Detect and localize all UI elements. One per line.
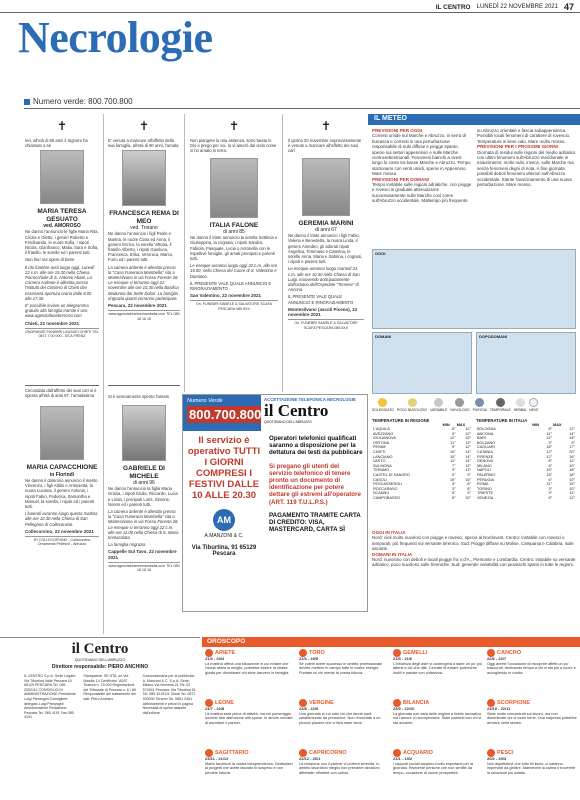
- sign-dates: 21/5 - 21/6: [393, 656, 413, 661]
- masthead-logo: il Centro: [71, 641, 129, 657]
- temp-min: 10°: [449, 454, 456, 459]
- temp-min: 5°: [452, 491, 456, 496]
- obit-funeral: Le esequie avranno luogo martedì 23 c.m. alle ore 10.30 nella Chiesa di San Luigi, muovendo anticipatamente dall'ostiario dell'Ospedale "Tornese" di Ancona.: [288, 266, 360, 293]
- sign-dates: 23/10 - 22/11: [487, 706, 511, 711]
- sign-dates: 21/4 - 20/5: [299, 656, 319, 661]
- manzoni-logo-icon: AM: [213, 509, 235, 531]
- city-name: BOLZANO: [477, 440, 496, 445]
- map-domani-label: DOMANI: [375, 334, 392, 339]
- temp-region-table: MIN MAX L'AQUILA 8° 12° AVEZZANO 5° 12° GIULIANOVA 12° 15° ORTONA 11° 13° PENNE 9° 12° CHIETI 10° 14° LANCIANO 10° 14° VASTO 11° 14° SULMONA 7° 12° TERAMO 9° 13° CASTEL DI SANGRO 5° 9° CASOLI 10° 15° PESCASSEROLI 4° 8° ROCCARASO 3° 6° SCANNO 5° 9° CAMPOBASSO 8° 10°: [373, 423, 471, 500]
- map-oggi-label: OGGI: [375, 251, 386, 256]
- temp-min: 3°: [452, 486, 456, 491]
- sun-icon: [378, 398, 387, 407]
- temp-max: 15°: [465, 477, 471, 482]
- sign-name: SCORPIONE: [497, 699, 531, 706]
- temp-min: 8°: [548, 495, 553, 500]
- meteo-prossimi-text: Giornata di residui sulle regioni del medio adriatico con ultimi fenomeni sull'Abruzzo meridionale in esaurimento; molto nubi, invece, sulle Marche ma senza fenomeni degni di nota. A fine giornata possibili deboli fenomeni ulteriori sull'Abruzzo occidentale. Stante l'avvicinamento di una nuova perturbazione. Mare mosso.: [477, 149, 576, 188]
- map-dopodomani-label: DOPODOMANI: [479, 334, 507, 339]
- sign-dates: 23/8 - 22/9: [299, 706, 319, 711]
- horoscope-sign: [487, 649, 577, 698]
- numero-verde-line: [24, 97, 133, 106]
- temp-max: 12°: [569, 427, 575, 431]
- obit-extra: IL PRESENTE VALE QUALE ANNUNCIO E RINGRAZIAMENTO: [288, 294, 354, 305]
- obit-place: Chieti, 22 novembre 2021: [25, 320, 80, 326]
- sign-name: GEMELLI: [403, 649, 428, 656]
- city-name: CHIETI: [373, 449, 386, 454]
- weather-legend: [372, 398, 576, 412]
- ad-logo-block: [261, 395, 367, 431]
- temp-min: 9°: [452, 468, 456, 473]
- obit-photo: [302, 158, 350, 216]
- obit-subtitle: di anni 67: [315, 227, 337, 234]
- temp-min: 11°: [450, 440, 456, 445]
- ad-accept-text: ACCETTAZIONE TELEFONICA NECROLOGIE: [264, 397, 356, 402]
- temp-max: 14°: [465, 449, 471, 454]
- temp-max: 12°: [465, 445, 471, 450]
- italia-domani-text: Nord: nuvoloso con deboli e locali piogge fra V.d'A., Piemonte e Lombardia. Centro: instabile su versante adriatico, poco nuvoloso sulle tirreniche. Sud: generale variabilità con piovaschi sparsi in tutte le regioni.: [372, 557, 576, 568]
- temp-max: 6°: [467, 486, 471, 491]
- ad-logo: il Centro: [264, 401, 329, 420]
- city-name: FIRENZE: [477, 454, 494, 459]
- sign-text: Marte favorisce la vostra intraprendenza. Dedicatevi ai progetti che avete lasciato in sospeso e non perdete fiducia.: [205, 761, 293, 775]
- temp-min: 8°: [548, 427, 553, 431]
- temp-max: 9°: [571, 440, 575, 445]
- obit-body: Ne danno il triste annuncio la sorella Settimia e Giuseppina, la cognata, i nipoti Sandra, Fabiola, Pasquale, Lucia o Antonella con le rispettive famiglie, gli amati pronipoti e parenti tutti.: [190, 235, 278, 261]
- obit-note: Non fiori ma opere di bene: [25, 257, 75, 263]
- temp-min: 8°: [452, 427, 456, 431]
- column-divider: [282, 114, 283, 392]
- temp-min: 11°: [450, 459, 456, 464]
- ad-nv-block: [183, 395, 261, 431]
- temp-region-block: [372, 418, 472, 501]
- temp-max: 12°: [465, 431, 471, 436]
- obit-funeral: Il rito funebre avrà luogo oggi, Lunedì 22 c.m. alle ore 15.30 nella Chiesa Parrocchiale di S. Antonio Abate. La Camera Ardente è allestita presso l'Istituto del Cimitero di Chieti che osserverà apertura oraria dalle 8.00 alle 17.30.: [25, 264, 95, 301]
- temp-min: 5°: [452, 431, 456, 436]
- sign-text: La mattina offrirà una situazione in cui evitare che l'ansia abbia la meglio, potrebbe essere la strada giusta per dimostrare chi siete davvero in famiglia.: [205, 661, 290, 675]
- horoscope-grid: [202, 647, 580, 800]
- temp-max: 13°: [465, 468, 471, 473]
- city-name: CAGLIARI: [477, 445, 495, 450]
- meteo-oggi-text: Correnti umide sul Marche e Abruzzo, in serra di burrasca e correnti in una perturbazione responsabile di nubi diffuse e piogge sparse, specie sui settori appenninici e sulle Marche centrosettentrionali. Fenomeni bianchi a ovest lungo le coste tra basse Marche e Abruzzo. Tempo stazionario con venti umidi, specie in Appennino. Mare mosso.: [372, 133, 471, 177]
- horoscope-section: [202, 637, 580, 798]
- obit-body: Ne danno l'annuncio le figlie Maria Rita, Cinzia e Oletto, i generi Roberto e Ferdinando, le nuore Sofia, i nipoti Nicola, Gianfranco, Maila, Sara e Sofia, il fratello, le sorelle ed i parenti tutti.: [25, 229, 99, 256]
- divider: [25, 385, 99, 386]
- page-title: Necrologie: [18, 13, 213, 62]
- obit-funeral: La camera ardente è allestita presso la "Casa Funeraria Mambella" sita a Montesilvano in via Fosso Foreste 28. Le esequie si terranno oggi 22 c.m. alle ore 11.00 nella Chiesa di S. Maria Immacolata.: [108, 509, 179, 541]
- obit-photo: [40, 150, 84, 204]
- meteo-oggi-head: PREVISIONI PER OGGI: [372, 128, 423, 133]
- city-name: PERUGIA: [477, 477, 495, 482]
- map-oggi: [372, 249, 576, 329]
- temp-max: 12°: [465, 463, 471, 468]
- sign-text: I rapporti sociali saranno molto importanti per la giornata. Rivedrete persone che non sentite da tempo, occasione di nuove prospettive.: [393, 761, 473, 775]
- city-name: GENOVA: [477, 459, 493, 464]
- temp-italy-block: [476, 418, 576, 501]
- sign-dates: 21/3 - 20/4: [205, 656, 225, 661]
- ad-payment: PAGAMENTO TRAMITE CARTA DI CREDITO: VISA, MASTERCARD, CARTA SÌ: [269, 511, 361, 534]
- temp-max: 10°: [569, 486, 575, 491]
- obit-name: MARIA TERESA GESUATO: [37, 208, 87, 223]
- obit-lead: Il giorno 20 novembre improvvisamente è venuto a mancare all'affetto dei suoi cari: [288, 138, 362, 154]
- meteo-col-1: [372, 128, 472, 204]
- masthead-col-3: Concessionaria per la pubblicità: A. Manzoni & C. S.p.A. Sede: Milano Via Nervesa 21 Tel. 02 574941 Pescara: Via Tiburtina 91 Tel. 085 4215111 Chieti Tel. 0871 330000 Teramo Tel. 0861 2461 Abbonamenti e prezzi in pagina Necessità di spese assunte dall'editore: [142, 674, 196, 715]
- temp-max: 17°: [569, 445, 575, 450]
- temp-max: 10°: [569, 477, 575, 482]
- horoscope-title-bar: [202, 637, 580, 647]
- obit-place: San Valentino, 22 novembre 2021: [190, 293, 262, 299]
- temp-min: 11°: [546, 482, 553, 487]
- horoscope-sign: [205, 699, 295, 748]
- sign-text: Una giornata in cui tutto ciò che farete sarà caratterizzato da precisione. Non rinunciate a un piccolo piacere che vi farà stare bene.: [299, 711, 381, 725]
- obit-subtitle: ved. Troiano: [130, 225, 158, 232]
- temp-min: 10°: [449, 477, 456, 482]
- city-name: TRIESTE: [477, 491, 494, 496]
- telephone-ad: [182, 394, 368, 612]
- obit-extra: E' possibile inviare un telegramma gratuito alla famiglia tramite il sito: www.agenziafunebrerossi.com: [25, 303, 89, 319]
- masthead-director: Direttore responsabile: PIERO ANCHINO: [51, 664, 149, 670]
- sign-text: Se volete avere successo in ambito professionale dovete mettere in campo tutte le vostre energie. Puntate su chi merita la vostra fiducia.: [299, 661, 383, 675]
- obit-place: Pescara, 22 novembre 2021: [108, 303, 167, 309]
- legend-cloudy: NUVOLOSO: [450, 398, 469, 412]
- city-name: BARI: [477, 436, 486, 441]
- legend-snow: NEVE: [529, 398, 538, 412]
- obit-subtitle: ved. AMOROSO: [43, 223, 81, 230]
- italia-oggi-head: OGGI IN ITALIA: [372, 530, 406, 535]
- temp-min: 7°: [452, 463, 456, 468]
- temp-min: 9°: [548, 491, 553, 496]
- temp-min: 12°: [546, 436, 553, 441]
- obit-body: Ne danno l'annuncio i figli Paolo e Marina, le nuore Clara ed Anna, il genero Enrico, la sorella Vittoria, il fratello Alberto, i nipoti Gianluca, Francesca, Erika, Veronica, Marco, Furio ed i parenti tutti.: [108, 231, 174, 263]
- snow-icon: [529, 398, 538, 407]
- city-name: L'AQUILA: [373, 427, 390, 431]
- masthead-logo-sub: QUOTIDIANO DELL'ABRUZZO: [74, 658, 126, 662]
- horoscope-sign: [393, 699, 483, 748]
- temp-min: 11°: [546, 431, 553, 436]
- sign-dates: 20/2 - 20/3: [487, 756, 507, 761]
- city-name: PESCASSEROLI: [373, 482, 403, 487]
- obit-lead: E' venuta a mancare all'affetto della sua famiglia, all'età di 90 anni, l'amata: [108, 138, 179, 149]
- horoscope-sign: [487, 699, 577, 748]
- obit-funeral-home: www.agenziafunebremambella.com TEL 085 18 18 18: [108, 563, 180, 573]
- obit-name: MARIA CAPACCHIONE: [26, 464, 98, 472]
- temp-max: 18°: [569, 472, 575, 477]
- obit-photo: [40, 406, 84, 460]
- ad-right: [265, 431, 367, 611]
- city-name: CASOLI: [373, 477, 387, 482]
- horoscope-sign: [205, 749, 295, 798]
- temp-min: 12°: [546, 449, 553, 454]
- city-name: PALERMO: [477, 472, 496, 477]
- obit-extra: IL PRESENTE VALE QUALE ANNUNCIO E RINGRAZIAMENTO: [190, 280, 272, 291]
- city-name: TERAMO: [373, 468, 390, 473]
- temp-min: 8°: [548, 459, 553, 464]
- storm-icon: [496, 398, 505, 407]
- obit-funeral: La camera ardente è allestita presso la "Casa Funeraria Mambella" sita a Montesilvano in via Fosso Foreste 28. Le esequie si terranno oggi 22 novembre alle ore 10.30 nella Basilica Madonna dei Sette Dolori. La famiglia ringrazia quanti vorranno partecipare.: [108, 264, 179, 301]
- city-name: ROCCARASO: [373, 486, 398, 491]
- obit-lead: Ieri, all'età di 85 anni il Signore ha chiamato a sé: [25, 138, 88, 149]
- temp-max: 14°: [465, 459, 471, 464]
- cross-icon: ✝: [320, 119, 332, 133]
- sign-name: TORO: [309, 649, 325, 656]
- cross-icon: ✝: [138, 119, 150, 133]
- ad-logo-sub: QUOTIDIANO DELL'ABRUZZO: [264, 420, 312, 424]
- city-name: VENEZIA: [477, 495, 494, 500]
- temp-min: 16°: [546, 445, 553, 450]
- obit-lead: Circondata dall'affetto dei suoi cari si è spenta all'età di anni 87, l'amatissima: [25, 388, 97, 399]
- city-name: ORTONA: [373, 440, 390, 445]
- temp-max: 15°: [465, 436, 471, 441]
- sign-dates: 23/9 - 22/10: [393, 706, 415, 711]
- obituary-4: [108, 394, 180, 634]
- temp-min: 6°: [548, 463, 553, 468]
- obit-name: GEREMIA MARINI: [298, 219, 354, 227]
- divider: [108, 385, 180, 386]
- column-divider: [103, 114, 104, 634]
- city-name: SULMONA: [373, 463, 392, 468]
- temp-max: 9°: [467, 491, 471, 496]
- sign-text: Non aspettatevi che tutto fili liscio: ci saranno imprevisti da gestire. Mantenete la calma e troverete la soluzione più adatta.: [487, 761, 576, 775]
- sign-name: PESCI: [497, 749, 514, 756]
- obit-funeral-home: On. FUNEBRI SAMELE & SALVATORE SCAFA PESCARA 085 8XX: [190, 300, 278, 311]
- legend-rain: PIOGGIA: [473, 398, 487, 412]
- temp-min: 10°: [449, 449, 456, 454]
- temp-min: 15°: [546, 468, 553, 473]
- variable-icon: [434, 398, 443, 407]
- map-domani: [372, 332, 472, 394]
- obit-name: GABRIELE DI MICHELE: [123, 465, 165, 480]
- temp-min: 5°: [452, 472, 456, 477]
- horoscope-sign: [299, 699, 389, 748]
- obituary-1: [25, 120, 99, 378]
- obit-photo: [122, 150, 166, 206]
- temp-max: 13°: [465, 440, 471, 445]
- obit-place: Cappelle Sul Tavo, 22 novembre 2021: [108, 549, 177, 560]
- obit-body: Ne danno il triste annuncio i figli Fabio, Valeria e Benedetta, la nuora Linda, il genero Amedeo, gli adorati nipoti Angelica, Tommaso e Caterina, le sorelle Anna, Maria e Sabrina, i cognati, i nipoti e parenti tutti.: [288, 233, 363, 265]
- sign-text: La giornata non sarà delle migliori a livello lavorativo, ma l'amore vi ricompenserà. Siate pazienti con chi vi sta accanto.: [393, 711, 483, 725]
- masthead-col-2: Stampatore: SE.STA. srl Via Masdis 14 Certificato "ADS" Tiratura n. 23.000 Registrazione del Tribunale di Pescara n. 6 / 86 Responsabile del trattamento dei dati: Piero Anchino: [83, 674, 136, 701]
- temp-max: 14°: [465, 454, 471, 459]
- rain-icon: [475, 398, 484, 407]
- temp-min: 6°: [548, 477, 553, 482]
- partly-cloudy-icon: [408, 398, 417, 407]
- temp-max: 18°: [569, 436, 575, 441]
- legend-fog: NEBBIA: [514, 398, 526, 412]
- sign-text: La mattina sarà piena di attività, ma nel pomeriggio dovrete fare attenzione alle spese. In amore cercate di ascoltare il partner.: [205, 711, 293, 725]
- obit-name: ITALIA FALONE: [209, 221, 259, 229]
- temp-max: 10°: [465, 495, 471, 500]
- fog-icon: [516, 398, 525, 407]
- sign-text: Oggi avrete l'occasione di riscoprire affetti un po' trascurati, dedicando tempo a chi vi sta più a cuore e accogliendo le novità.: [487, 661, 576, 675]
- temp-max: 14°: [569, 431, 575, 436]
- legend-partly-cloudy: POCO NUVOLOSO: [397, 398, 427, 412]
- horoscope-sign: [299, 649, 389, 698]
- temp-max: 10°: [569, 463, 575, 468]
- temp-max: 15°: [569, 482, 575, 487]
- city-name: GIULIANOVA: [373, 436, 396, 441]
- obit-subtitle: in Florindi: [49, 471, 75, 478]
- city-name: CASTEL DI SANGRO: [373, 472, 410, 477]
- sign-dates: 23/7 - 22/8: [205, 706, 225, 711]
- sign-name: CANCRO: [497, 649, 522, 656]
- sign-name: ARIETE: [215, 649, 236, 656]
- sign-dates: 22/12 - 20/1: [299, 756, 321, 761]
- obit-funeral-home: ONORANZE FUNEBRI LAUSDEI CHIETI TEL 0871 7 00 000 - SS A FRENZ: [25, 329, 99, 339]
- meteo-prossimi-head: PREVISIONI PER I PROSSIMI GIORNI: [477, 144, 558, 150]
- meteo-title: IL METEO: [374, 115, 407, 122]
- temp-min: 3°: [548, 440, 553, 445]
- obit-funeral-home: On. FUNEBRI SAMELE & SALVATORE SCAFA PESCARA 085 8XX: [288, 319, 364, 330]
- meteo-col-2: [477, 128, 577, 204]
- italia-domani-head: DOMANI IN ITALIA: [372, 551, 413, 557]
- ad-company: A.MANZONI & C.: [204, 533, 244, 539]
- temp-min: 9°: [452, 445, 456, 450]
- city-name: NAPOLI: [477, 468, 491, 473]
- temp-min: 4°: [452, 482, 456, 487]
- obit-lead: Non piangete la mia assenza, sono beata in Dio e prego per voi. Io vi amerò dal cielo come vi ho amato in terra.: [190, 138, 277, 154]
- city-name: PENNE: [373, 445, 387, 450]
- temp-max: 20°: [569, 449, 575, 454]
- sign-name: LEONE: [215, 699, 234, 706]
- sign-text: La relazione con il partner vi porterà serenità. In ambito lavorativo meglio non prendere decisioni affrettate: riflettete con calma.: [299, 761, 380, 775]
- obit-lead: Si è serenamente spento l'amato: [108, 394, 170, 399]
- city-name: SCANNO: [373, 491, 390, 496]
- temp-row: [476, 496, 576, 501]
- temp-min: 8°: [452, 495, 456, 500]
- sign-name: VERGINE: [309, 699, 334, 706]
- obit-name: FRANCESCA REMA DI MEO: [109, 210, 179, 225]
- obit-funeral: Le esequie avranno luogo oggi 22 c.m. alle ore 15.00, nella Chiesa del Cuore di S. Valentino e Damiano.: [190, 263, 278, 279]
- ad-nv-number: 800.700.800: [189, 407, 262, 422]
- temp-max: 11°: [569, 491, 575, 496]
- obit-subtitle: di anni 85: [223, 229, 245, 236]
- obit-place: Collecorvino, 22 novembre 2021: [25, 528, 94, 534]
- column-divider: [184, 114, 185, 392]
- sign-name: ACQUARIO: [403, 749, 433, 756]
- horoscope-sign: [299, 749, 389, 798]
- temp-italy-table: MIN MAX BOLOGNA 8° 12° ANCONA 11° 14° BARI 12° 18° BOLZANO 3° 9° CAGLIARI 16° 17° CATANIA 12° 20° FIRENZE 12° 16° GENOVA 8° 12° MILANO 6° 10° NAPOLI 15° 18° PALERMO 15° 18° PERUGIA 6° 10° ROMA 11° 15° TORINO 3° 10° TRIESTE 9° 11° VENEZIA 8° 12°: [477, 423, 575, 500]
- sign-dates: 23/11 - 21/12: [205, 756, 229, 761]
- obituary-5: [190, 120, 278, 390]
- temp-min: 12°: [546, 454, 553, 459]
- city-name: TORINO: [477, 486, 492, 491]
- sign-name: BILANCIA: [403, 699, 430, 706]
- city-name: ANCONA: [477, 431, 494, 436]
- italia-oggi-text: Nord: cieli molto nuvolosi con piogge e rovesci, specie al Nordovest. Centro: instabile con rovesci e temporali, più frequenti sul versante tirrenico. Sud: Piogge diffuse su Molise, Campania e Calabria, isole asciutte.: [372, 535, 574, 552]
- temp-max: 16°: [569, 454, 575, 459]
- temp-max: 12°: [569, 495, 575, 500]
- city-name: CATANIA: [477, 449, 493, 454]
- legend-variable: VARIABILE: [430, 398, 447, 412]
- ad-operators: Operatori telefonici qualificati saranno a disposizione per la dettatura dei testi da pubblicare: [269, 435, 363, 457]
- city-name: BOLOGNA: [477, 427, 496, 431]
- page-header-right: [436, 2, 574, 12]
- ad-service: Il servizio è operativo TUTTI I GIORNI COMPRESI I FESTIVI DALLE 10 ALLE 20.30: [187, 435, 261, 501]
- temp-max: 18°: [569, 468, 575, 473]
- horoscope-sign: [487, 749, 577, 798]
- temp-min: 3°: [548, 486, 553, 491]
- meteo-domani-head: PREVISIONI PER DOMANI: [372, 176, 429, 182]
- obit-place: Montesilvano (ascoli Piceno), 22 novembre 2021: [288, 306, 358, 317]
- horoscope-sign: [393, 749, 483, 798]
- temp-max: 12°: [569, 459, 575, 464]
- horoscope-sign: [393, 649, 483, 698]
- city-name: MILANO: [477, 463, 492, 468]
- ad-banner: [183, 395, 367, 431]
- obit-body: Ne danno l'annuncio la figlia Maria Grazia, i nipoti Giulia, Riccardo, Lucia e Linda, i pronipoti Loris, Simone, Noemi ed i parenti tutti.: [108, 486, 178, 507]
- temp-min: 12°: [449, 436, 456, 441]
- temp-max: 8°: [467, 482, 471, 487]
- temp-max: 9°: [467, 472, 471, 477]
- sign-dates: 21/1 - 19/2: [393, 756, 413, 761]
- temp-max: 12°: [465, 427, 471, 431]
- square-icon: [24, 99, 30, 105]
- city-name: VASTO: [373, 459, 386, 464]
- map-dopodomani: [476, 332, 576, 394]
- sign-name: CAPRICORNO: [309, 749, 347, 756]
- obit-photo: [122, 405, 166, 461]
- temp-region-title: TEMPERATURE IN REGIONE: [372, 418, 430, 423]
- meteo-title-bar: [368, 114, 580, 125]
- cross-icon: ✝: [56, 119, 68, 133]
- obit-extra: La famiglia ringrazia: [108, 542, 146, 548]
- temp-italy-title: TEMPERATURE IN ITALIA: [476, 418, 528, 423]
- numero-verde-text: Numero verde: 800.700.800: [33, 97, 133, 106]
- masthead-col-1: IL CENTRO S.p.A. Sede Legale: Via Tiburtina Valle Pescara 10 65129 PESCARA Tel. 085 2052111 CONSIGLIO DI AMMINISTRAZIONE Presidente Luigi Pierangeli Consigliere delegato Luigi Pierangeli Amministratore Redazione: Pescara Tel. 085 4191 Fax 085 4191: [24, 674, 77, 720]
- sign-name: SAGITTARIO: [215, 749, 249, 756]
- obit-subtitle: di anni 96: [133, 480, 155, 487]
- obit-funeral: I funerali avranno luogo questa mattina alle ore 10.30 nella Chiesa di San Pellegrino di Collecorvino.: [25, 511, 98, 527]
- horoscope-title: OROSCOPO: [207, 638, 246, 645]
- obituary-2: [25, 388, 99, 628]
- sign-text: L'influenza degli astri vi costringerà a stare un po' più attenti a ciò che dite. Cercate di evitare polemiche inutili e parlate con chiarezza.: [393, 661, 483, 675]
- city-name: ROMA: [477, 482, 489, 487]
- temp-row: [372, 496, 472, 501]
- paper-logo: IL CENTRO: [435, 3, 471, 11]
- city-name: LANCIANO: [373, 454, 393, 459]
- meteo-section: [368, 114, 580, 634]
- city-name: AVEZZANO: [373, 431, 394, 436]
- ad-left: [183, 431, 265, 611]
- sign-dates: 22/6 - 22/7: [487, 656, 507, 661]
- legend-storm: TEMPORALE: [490, 398, 511, 412]
- legend-sunny: SOLEGGIATO: [372, 398, 394, 412]
- horoscope-sign: [205, 649, 295, 698]
- sign-text: Siete molto concentrati sul lavoro, ma non dimenticate chi vi vuole bene. Una sorpresa potrebbe arrivare nella serata.: [487, 711, 577, 725]
- ad-pregano: Si pregano gli utenti del servizio telefonico di tenere pronto un documento di identificazione per potere dettare gli estremi all'operatore (ART. 119 T.U.L.P.S.): [269, 462, 361, 506]
- ad-address: Via Tiburtina, 91 65129 Pescara: [191, 545, 257, 557]
- ad-nv-label: Numero Verde: [187, 398, 223, 404]
- title-rule: [24, 108, 580, 109]
- obit-body: Ne danno il doloroso annuncio il marito Vincenzo, i figli Attilio e Antonietta, la nuora Luciana, il genero Antonio, i nipoti Fabio, Federica, Samantha e Manuel, la sorella, i nipoti ed i parenti tutti.: [25, 477, 98, 509]
- cross-icon: ✝: [228, 119, 240, 133]
- obit-funeral-home: www.agenziafunebremambella.com TEL 085 18 18 18: [108, 312, 180, 321]
- city-name: CAMPOBASSO: [373, 495, 401, 500]
- meteo-italy-text: [372, 530, 576, 568]
- cloud-icon: [455, 398, 464, 407]
- obit-photo: [210, 158, 258, 218]
- meteo-col2-text: su Abruzzo orientale e fascia subappenninica. Possibili locali fenomeni di carattere di rovescio. Temperature in lieve calo. Mare molto mosso.: [477, 128, 571, 144]
- obituary-3: [108, 120, 180, 378]
- page-number: 47: [563, 2, 574, 12]
- meteo-domani-text: Tempo instabile sulle regioni adriatiche, con piogge e rovesci in graduale attenuazione successivamente sulle Marche così come sull'Abruzzo occidentale. Maltempo più frequente: [372, 182, 472, 204]
- header-date: LUNEDÌ 22 NOVEMBRE 2021: [476, 4, 558, 10]
- obituary-6: [288, 120, 364, 390]
- temp-min: 15°: [546, 472, 553, 477]
- obit-funeral-home: IFI COLLECORVINO - Collecorvino Ornaments Pellesch - Abruzzo: [25, 536, 99, 547]
